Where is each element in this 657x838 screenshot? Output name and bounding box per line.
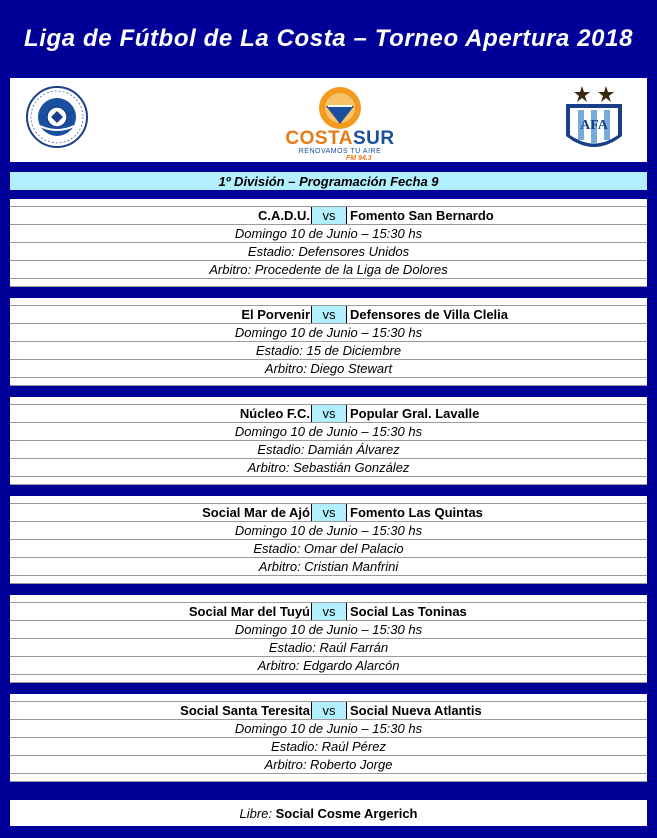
match-date: Domingo 10 de Junio – 15:30 hs [10, 522, 647, 540]
match-stadium: Estadio: Raúl Pérez [10, 738, 647, 756]
match-spacer [10, 378, 647, 386]
match-referee: Arbitro: Sebastián González [10, 459, 647, 477]
away-team: Social Las Toninas [350, 604, 467, 619]
match-spacer [10, 397, 647, 405]
home-team: Social Santa Teresita [180, 703, 310, 718]
logos-banner [10, 78, 647, 162]
match-block [10, 298, 647, 386]
match-spacer [10, 279, 647, 287]
costasur-tagline: RENOVAMOS TU AIRE [298, 148, 382, 155]
costasur-logo [280, 84, 400, 160]
home-team: Social Mar de Ajó [202, 505, 310, 520]
vs-label: vs [311, 504, 347, 521]
match-date: Domingo 10 de Junio – 15:30 hs [10, 324, 647, 342]
match-spacer [10, 576, 647, 584]
home-team: Social Mar del Tuyú [188, 604, 310, 619]
match-referee: Arbitro: Edgardo Alarcón [10, 657, 647, 675]
league-logo-icon [26, 86, 88, 148]
match-stadium: Estadio: Omar del Palacio [10, 540, 647, 558]
vs-label: vs [311, 702, 347, 719]
match-stadium: Estadio: 15 de Diciembre [10, 342, 647, 360]
match-teams-row [10, 504, 647, 522]
match-spacer [10, 199, 647, 207]
sur-word: SUR [352, 128, 395, 149]
costa-word: COSTA [285, 128, 353, 149]
match-date: Domingo 10 de Junio – 15:30 hs [10, 720, 647, 738]
match-spacer [10, 675, 647, 683]
home-team: Núcleo F.C. [239, 406, 310, 421]
libre-block [10, 800, 647, 826]
match-teams-row [10, 207, 647, 225]
libre-label: Libre: [239, 805, 273, 821]
match-spacer [10, 694, 647, 702]
match-spacer [10, 298, 647, 306]
match-spacer [10, 595, 647, 603]
away-team: Fomento Las Quintas [350, 505, 483, 520]
match-referee: Arbitro: Procedente de la Liga de Dolores [10, 261, 647, 279]
libre-team: Social Cosme Argerich [275, 805, 418, 821]
vs-label: vs [311, 405, 347, 422]
match-referee: Arbitro: Diego Stewart [10, 360, 647, 378]
match-spacer [10, 496, 647, 504]
match-teams-row [10, 702, 647, 720]
afa-letters: AFA [580, 118, 608, 133]
home-team: C.A.D.U. [258, 208, 310, 223]
division-header: 1º División – Programación Fecha 9 [10, 172, 647, 190]
libre-row [10, 800, 647, 826]
match-block [10, 496, 647, 584]
home-team: El Porvenir [241, 307, 310, 322]
costasur-sun-icon [280, 84, 400, 130]
match-block [10, 694, 647, 782]
match-teams-row [10, 306, 647, 324]
away-team: Popular Gral. Lavalle [350, 406, 480, 421]
match-teams-row [10, 603, 647, 621]
match-referee: Arbitro: Cristian Manfrini [10, 558, 647, 576]
vs-label: vs [311, 207, 347, 224]
costasur-fm: FM 94.3 [346, 155, 372, 162]
match-block [10, 199, 647, 287]
vs-label: vs [311, 603, 347, 620]
match-stadium: Estadio: Raúl Farrán [10, 639, 647, 657]
match-referee: Arbitro: Roberto Jorge [10, 756, 647, 774]
match-date: Domingo 10 de Junio – 15:30 hs [10, 621, 647, 639]
away-team: Social Nueva Atlantis [350, 703, 482, 718]
match-date: Domingo 10 de Junio – 15:30 hs [10, 423, 647, 441]
match-stadium: Estadio: Damián Álvarez [10, 441, 647, 459]
page-title: Liga de Fútbol de La Costa – Torneo Apertura 2018 [23, 25, 634, 52]
match-date: Domingo 10 de Junio – 15:30 hs [10, 225, 647, 243]
match-spacer [10, 477, 647, 485]
match-block [10, 397, 647, 485]
afa-crest-icon [558, 84, 630, 158]
match-spacer [10, 774, 647, 782]
match-stadium: Estadio: Defensores Unidos [10, 243, 647, 261]
away-team: Fomento San Bernardo [350, 208, 494, 223]
costasur-wordmark [280, 128, 400, 150]
match-block [10, 595, 647, 683]
match-teams-row [10, 405, 647, 423]
vs-label: vs [311, 306, 347, 323]
away-team: Defensores de Villa Clelia [350, 307, 508, 322]
